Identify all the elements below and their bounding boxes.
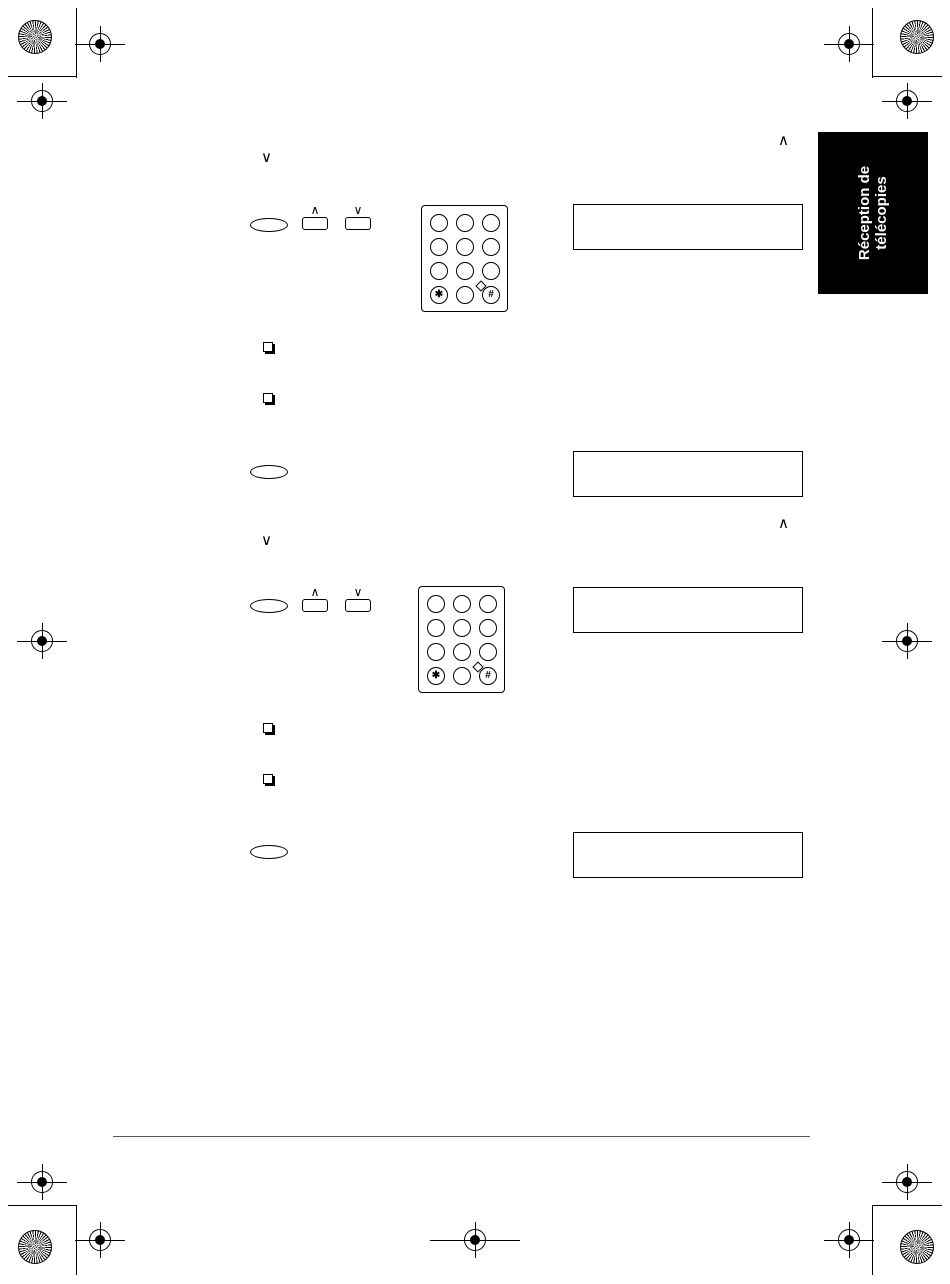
keypad-star-button[interactable]: ✱: [430, 286, 448, 304]
checkbox-icon: [263, 774, 273, 784]
color-calibration-mark-top-left: [18, 20, 52, 54]
down-arrow-key[interactable]: [345, 217, 371, 230]
down-arrow-icon: ∨: [353, 203, 363, 217]
lcd-display: [573, 204, 803, 250]
checkbox-icon: [263, 342, 273, 352]
up-arrow-icon: ∧: [310, 203, 320, 217]
function-key-oval[interactable]: [250, 845, 288, 859]
registration-line: [430, 1240, 520, 1241]
keypad-button[interactable]: [453, 667, 471, 685]
keypad-button[interactable]: [427, 643, 445, 661]
down-arrow-key[interactable]: [345, 599, 371, 612]
numeric-keypad: [418, 586, 505, 693]
keypad-button[interactable]: [427, 595, 445, 613]
registration-line: [17, 1182, 67, 1183]
up-arrow-icon: ∧: [778, 515, 789, 532]
footer-rule: [113, 1136, 810, 1137]
color-calibration-mark-top-right: [900, 20, 934, 54]
down-arrow-icon: ∨: [353, 585, 363, 599]
function-key-oval[interactable]: [250, 465, 288, 479]
keypad-button[interactable]: [482, 214, 500, 232]
keypad-button[interactable]: [453, 643, 471, 661]
keypad-button[interactable]: [430, 214, 448, 232]
keypad-button[interactable]: [456, 262, 474, 280]
keypad-button[interactable]: [456, 286, 474, 304]
numeric-keypad: [421, 205, 508, 312]
keypad-hash-button[interactable]: #: [482, 286, 500, 304]
keypad-button[interactable]: [453, 595, 471, 613]
keypad-button[interactable]: [479, 595, 497, 613]
keypad-button[interactable]: [456, 214, 474, 232]
up-arrow-icon: ∧: [778, 132, 789, 149]
keypad-button[interactable]: [479, 619, 497, 637]
registration-line: [75, 44, 125, 45]
checkbox-icon: [263, 393, 273, 403]
registration-line: [882, 101, 932, 102]
keypad-button[interactable]: [482, 238, 500, 256]
registration-line: [882, 641, 932, 642]
down-arrow-icon: ∨: [261, 532, 272, 549]
registration-line: [824, 44, 874, 45]
registration-line: [17, 641, 67, 642]
section-tab: [818, 132, 928, 294]
registration-line: [75, 1240, 125, 1241]
keypad-button[interactable]: [479, 643, 497, 661]
keypad-button[interactable]: [430, 262, 448, 280]
lcd-display: [573, 832, 803, 878]
up-arrow-key[interactable]: [302, 599, 328, 612]
function-key-oval[interactable]: [250, 218, 288, 232]
lcd-display: [573, 587, 803, 633]
color-calibration-mark-bottom-left: [18, 1230, 52, 1264]
lcd-display: [573, 451, 803, 497]
up-arrow-key[interactable]: [302, 217, 328, 230]
registration-line: [17, 101, 67, 102]
keypad-star-button[interactable]: ✱: [427, 667, 445, 685]
keypad-hash-button[interactable]: #: [479, 667, 497, 685]
checkbox-icon: [263, 723, 273, 733]
registration-line: [824, 1240, 874, 1241]
keypad-button[interactable]: [430, 238, 448, 256]
down-arrow-icon: ∨: [261, 149, 272, 166]
keypad-button[interactable]: [427, 619, 445, 637]
up-arrow-icon: ∧: [310, 585, 320, 599]
keypad-button[interactable]: [453, 619, 471, 637]
keypad-button[interactable]: [482, 262, 500, 280]
keypad-button[interactable]: [456, 238, 474, 256]
registration-line: [882, 1182, 932, 1183]
section-tab-label: Réception de télécopies: [856, 165, 890, 261]
color-calibration-mark-bottom-right: [900, 1230, 934, 1264]
function-key-oval[interactable]: [250, 599, 288, 613]
